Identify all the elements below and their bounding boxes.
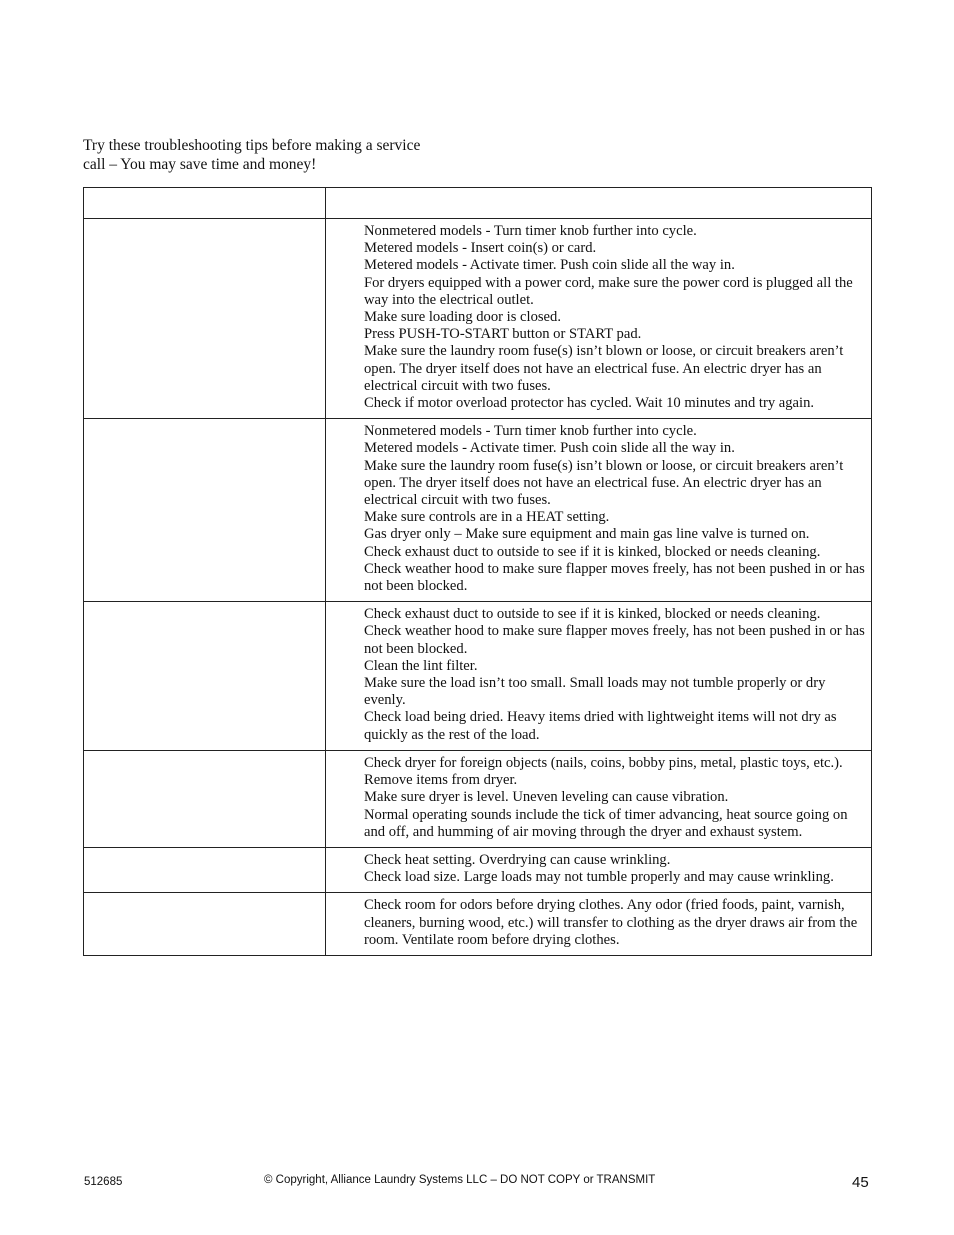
- table-row: [84, 419, 872, 602]
- intro-text: [83, 136, 483, 174]
- solution-line: Gas dryer only – Make sure equipment and main gas line valve is turned on.: [364, 526, 810, 543]
- solution-line: Make sure the laundry room fuse(s) isn’t blown or loose, or circuit breakers aren’t open. The dryer itself does not have an electrical fuse. An electric dryer has an electrical circuit with two fuses.: [364, 457, 844, 509]
- doc-number: 512685: [84, 1176, 123, 1188]
- solution-line: Make sure the load isn’t too small. Small loads may not tumble properly or dry evenly.: [364, 675, 826, 709]
- problem-cell: [84, 419, 326, 602]
- solution-line: Make sure dryer is level. Uneven leveling can cause vibration.: [364, 789, 729, 806]
- solution-line: Normal operating sounds include the tick of timer advancing, heat source going on and off, and humming of air moving through the dryer and exhaust system.: [364, 806, 848, 840]
- solution-line: Make sure controls are in a HEAT setting.: [364, 509, 610, 526]
- solution-line: Check exhaust duct to outside to see if it is kinked, blocked or needs cleaning.: [364, 543, 821, 560]
- troubleshooting-table: [83, 187, 872, 956]
- page-number: 45: [852, 1174, 869, 1191]
- solution-line: Nonmetered models - Turn timer knob further into cycle.: [364, 423, 697, 440]
- solution-line: Check weather hood to make sure flapper moves freely, has not been pushed in or has not been blocked.: [364, 560, 865, 595]
- solution-line: Check dryer for foreign objects (nails, coins, bobby pins, metal, plastic toys, etc.). Remove items from dryer.: [364, 754, 843, 789]
- copyright-notice: © Copyright, Alliance Laundry Systems LLC – DO NOT COPY or TRANSMIT: [264, 1174, 656, 1186]
- problem-cell: [84, 893, 326, 956]
- solution-cell: [326, 419, 872, 602]
- solution-line: Make sure the laundry room fuse(s) isn’t blown or loose, or circuit breakers aren’t open. The dryer itself does not have an electrical fuse. An electric dryer has an electrical circuit with two fuses.: [364, 343, 844, 394]
- solution-line: Check heat setting. Overdrying can cause wrinkling.: [364, 851, 671, 868]
- solution-line: For dryers equipped with a power cord, make sure the power cord is plugged all the way into the electrical outlet.: [364, 274, 853, 308]
- solution-cell: [326, 847, 872, 892]
- table-body: [84, 219, 872, 956]
- table-row: [84, 893, 872, 956]
- table-row: [84, 750, 872, 847]
- solution-line: Make sure loading door is closed.: [364, 309, 561, 326]
- solution-line: Check load size. Large loads may not tumble properly and may cause wrinkling.: [364, 869, 834, 886]
- problem-cell: [84, 219, 326, 419]
- solution-line: Nonmetered models - Turn timer knob further into cycle.: [364, 223, 697, 239]
- solution-line: Check load being dried. Heavy items dried with lightweight items will not dry as quickly as the rest of the load.: [364, 709, 837, 743]
- table-row: [84, 219, 872, 419]
- solution-cell: [326, 602, 872, 751]
- header-solution-cell: [326, 188, 872, 219]
- solution-line: Metered models - Activate timer. Push coin slide all the way in.: [364, 257, 735, 274]
- header-problem-cell: [84, 188, 326, 219]
- solution-cell: [326, 893, 872, 956]
- solution-cell: [326, 750, 872, 847]
- solution-cell: [326, 219, 872, 419]
- problem-cell: [84, 750, 326, 847]
- solution-line: Check room for odors before drying clothes. Any odor (fried foods, paint, varnish, cleaners, burning wood, etc.) will transfer to clothing as the dryer draws air from the room. Ventilate room before drying clothes.: [364, 897, 858, 948]
- table-header-row: [84, 188, 872, 219]
- table-row: [84, 847, 872, 892]
- solution-line: Check exhaust duct to outside to see if it is kinked, blocked or needs cleaning.: [364, 606, 821, 623]
- problem-cell: [84, 602, 326, 751]
- table-row: [84, 602, 872, 751]
- intro-line-2: call – You may save time and money!: [83, 156, 317, 173]
- solution-line: Press PUSH-TO-START button or START pad.: [364, 326, 642, 343]
- solution-line: Clean the lint filter.: [364, 657, 478, 674]
- solution-line: Check if motor overload protector has cycled. Wait 10 minutes and try again.: [364, 395, 815, 412]
- solution-line: Metered models - Activate timer. Push coin slide all the way in.: [364, 440, 735, 457]
- problem-cell: [84, 847, 326, 892]
- solution-line: Check weather hood to make sure flapper moves freely, has not been pushed in or has not been blocked.: [364, 623, 865, 657]
- intro-line-1: Try these troubleshooting tips before making a service: [83, 137, 421, 154]
- solution-line: Metered models - Insert coin(s) or card.: [364, 240, 597, 257]
